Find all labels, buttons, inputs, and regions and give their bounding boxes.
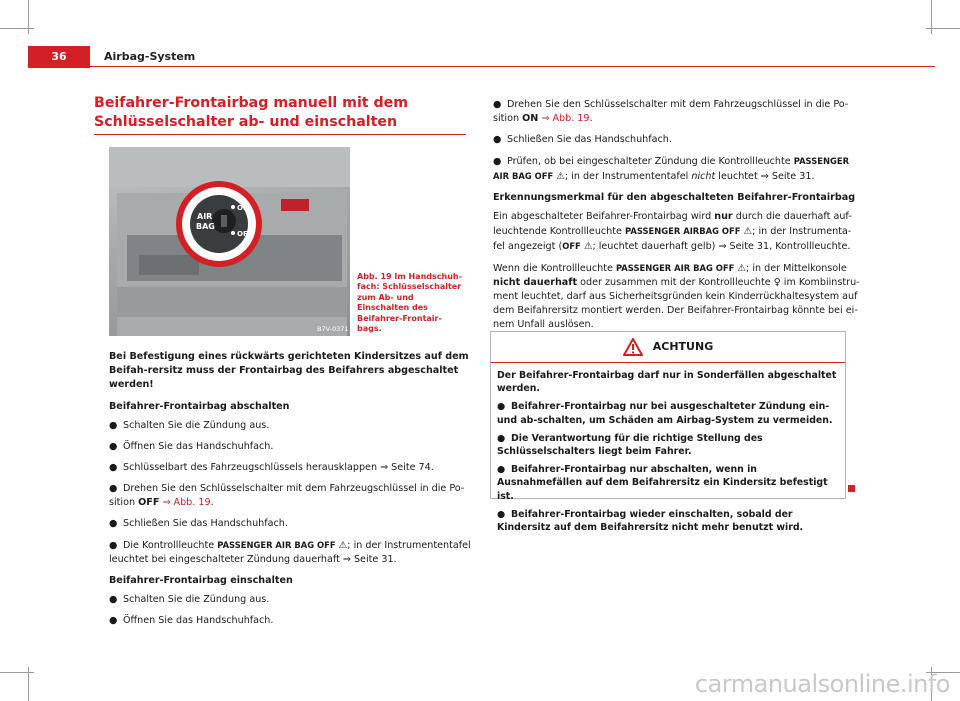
list-item: ● Öffnen Sie das Handschuhfach. (109, 615, 274, 626)
switch-label-air: AIR (197, 212, 213, 221)
end-of-section-mark (848, 485, 855, 492)
warning-item: ● Die Verantwortung für die richtige Stellung des Schlüsselschalters liegt beim Fahrer. (497, 432, 763, 458)
page-title: Beifahrer-Frontairbag manuell mit dem Schlüsselschalter ab- und einschalten (94, 95, 409, 130)
list-item: ● Schalten Sie die Zündung aus. (109, 594, 270, 605)
list-item: ● Drehen Sie den Schlüsselschalter mit dem Fahrzeugschlüssel in die Po-sition ON ⇒ Abb. 19. (493, 99, 849, 124)
list-item: ● Schließen Sie das Handschuhfach. (109, 518, 288, 529)
airbag-warning-icon: ♀ (773, 277, 781, 288)
airbag-off-icon: ⚠ (338, 540, 348, 551)
left-column (109, 350, 479, 635)
airbag-off-icon: ⚠ (743, 226, 753, 237)
recognition-heading: Erkennungsmerkmal für den abgeschalteten Beifahrer-Frontairbag (493, 192, 856, 203)
airbag-off-icon: ⚠ (737, 263, 747, 274)
warning-body (491, 363, 845, 534)
list-item: ● Prüfen, ob bei eingeschalteter Zündung die Kontrollleuchte PASSENGER AIR BAG OFF ⚠; in der Instrumententafel nicht leuchtet ⇒ Seite 31. (493, 156, 850, 182)
warning-box (490, 331, 846, 534)
recognition-paragraph: Ein abgeschalteter Beifahrer-Frontairbag wird nur durch die dauerhaft auf-leuchtende Kontrollleuchte PASSENGER AIRBAG OFF ⚠; in der Instrumenta-fel angezeigt (OFF ⚠; leuchtet dauerhaft gelb) ⇒ Seite 31, Kontrollleuchte. (493, 211, 852, 252)
figure-caption: Abb. 19 Im Handschuh-fach: Schlüsselschalter zum Ab- und Einschalten des Beifahrer-Frontair-bags. (357, 272, 462, 334)
warning-item: ● Beifahrer-Frontairbag wieder einschalten, sobald der Kindersitz auf dem Beifahrersitz nicht mehr benutzt wird. (497, 508, 804, 534)
list-item: ● Schlüsselbart des Fahrzeugschlüssels herausklappen ⇒ Seite 74. (109, 462, 434, 473)
off-heading: Beifahrer-Frontairbag abschalten (109, 401, 290, 412)
warning-header (491, 332, 845, 363)
figure-link[interactable]: ⇒ Abb. 19 (541, 113, 590, 124)
watermark: carmanualsonline.info (694, 670, 950, 698)
switch-label-bag: BAG (196, 222, 215, 231)
page-number: 36 (28, 46, 90, 68)
glovebox-illustration (109, 147, 350, 336)
figure-glovebox-photo (109, 147, 350, 336)
header-rule (90, 66, 935, 67)
warning-item: ● Beifahrer-Frontairbag nur bei ausgeschalteter Zündung ein- und ab-schalten, um Schäden am Airbag-System zu vermeiden. (497, 401, 833, 426)
recognition-paragraph: Wenn die Kontrollleuchte PASSENGER AIR BAG OFF ⚠; in der Mittelkonsole nicht dauerhaft oder zusammen mit der Kontrollleuchte ♀ im Kombiinstru-ment leuchtet, darf aus Sicherheitsgründen kein Kinderrückhaltesystem auf dem Beifahrersitz montiert werden. Der Beifahrer-Frontairbag könnte bei ei-nem Unfall auslösen. (493, 263, 860, 330)
intro-text: Bei Befestigung eines rückwärts gerichteten Kindersitzes auf dem Beifah-rersitz muss der Frontairbag des Beifahrers abgeschaltet werden! (109, 351, 469, 390)
list-item: ● Öffnen Sie das Handschuhfach. (109, 441, 274, 452)
switch-label-on: ON (237, 204, 249, 212)
switch-label-off: OFF (237, 230, 253, 238)
on-heading: Beifahrer-Frontairbag einschalten (109, 575, 293, 586)
figure-link[interactable]: ⇒ Abb. 19 (162, 497, 211, 508)
warning-triangle-icon (623, 338, 643, 356)
warning-title: ACHTUNG (652, 340, 714, 353)
list-item: ● Schalten Sie die Zündung aus. (109, 420, 270, 431)
crop-mark (0, 672, 34, 673)
warning-lead: Der Beifahrer-Frontairbag darf nur in Sonderfällen abgeschaltet werden. (497, 370, 837, 395)
figure-code: B7V-0371 (317, 325, 349, 333)
right-column (493, 98, 863, 339)
warning-item: ● Beifahrer-Frontairbag nur abschalten, wenn in Ausnahmefällen auf dem Beifahrersitz ein Kindersitz befestigt ist. (497, 464, 828, 502)
list-item: ● Drehen Sie den Schlüsselschalter mit dem Fahrzeugschlüssel in die Po-sition OFF ⇒ Abb. 19. (109, 483, 465, 508)
airbag-off-icon: ⚠ (556, 171, 565, 182)
list-item: ● Schließen Sie das Handschuhfach. (493, 134, 672, 145)
crop-mark (926, 28, 960, 29)
section-title: Airbag-System (104, 50, 196, 63)
list-item: ● Die Kontrollleuchte PASSENGER AIR BAG OFF ⚠; in der Instrumententafel leuchtet bei eingeschalteter Zündung dauerhaft ⇒ Seite 31. (109, 540, 471, 565)
airbag-off-icon: ⚠ (583, 241, 593, 252)
title-rule (94, 134, 466, 135)
crop-mark (0, 28, 34, 29)
